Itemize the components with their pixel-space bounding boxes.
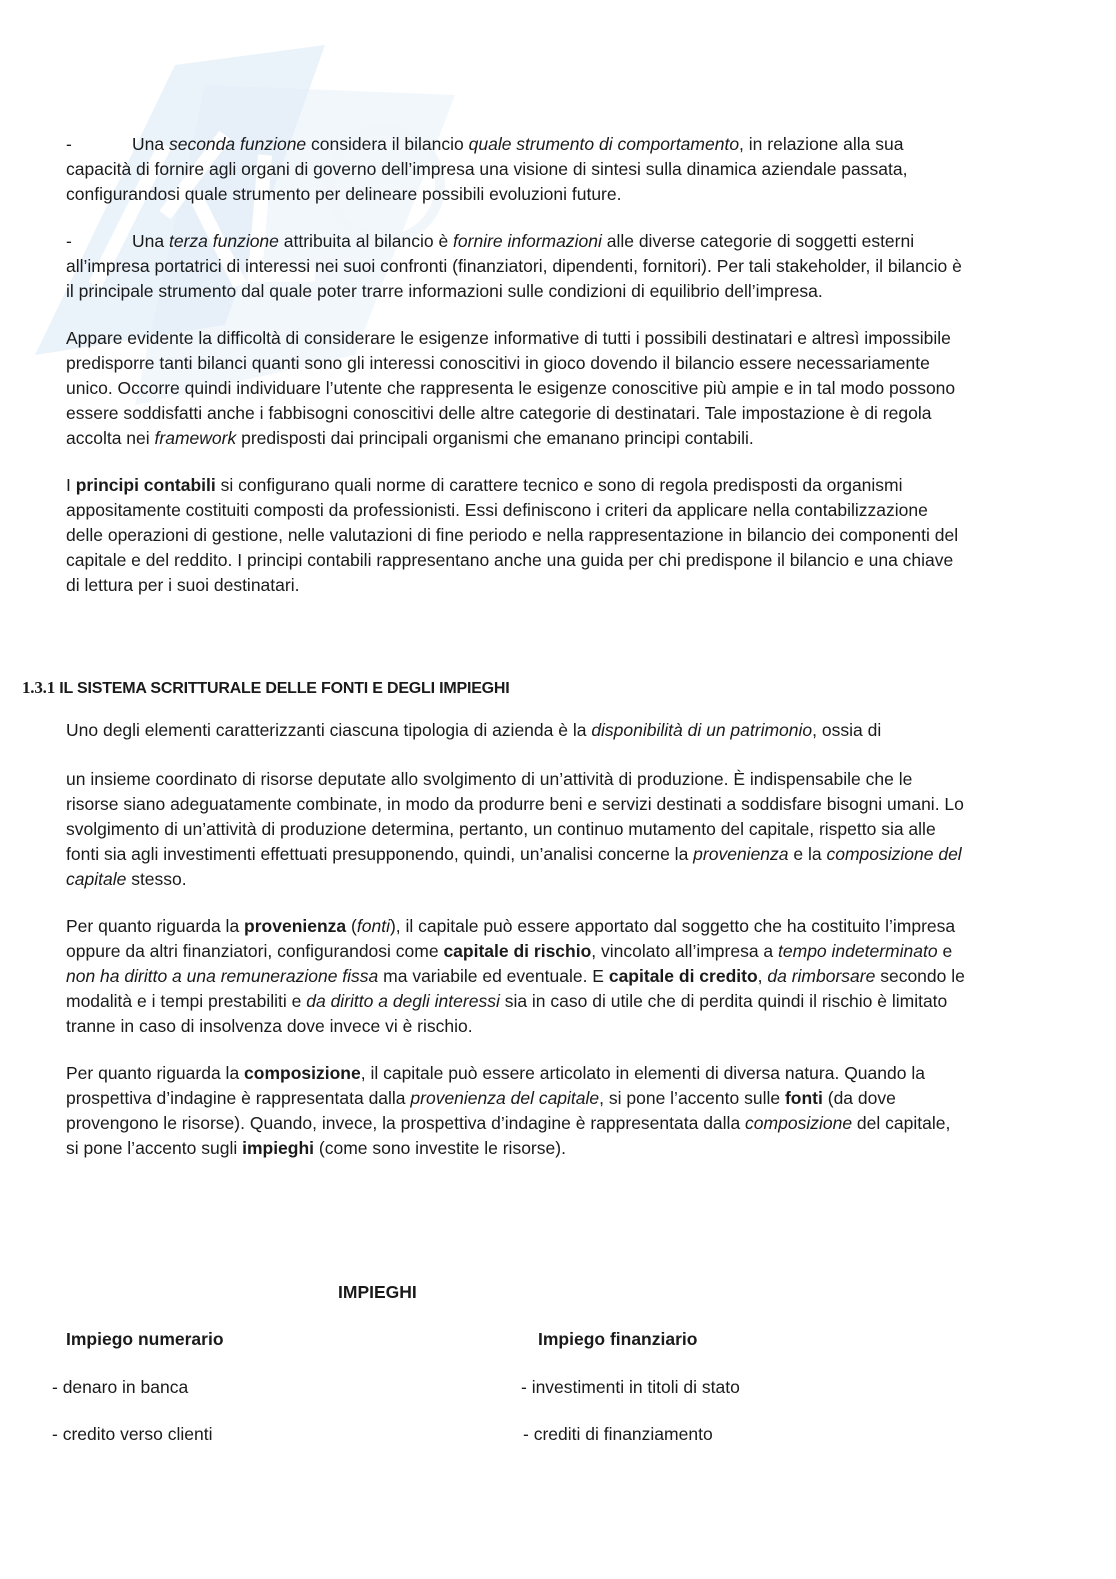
column-header-left: Impiego numerario: [66, 1329, 224, 1349]
bold-run: principi contabili: [75, 475, 216, 495]
italic-run: terza funzione: [168, 231, 279, 251]
bold-run: capitale di credito: [608, 966, 758, 986]
text-run: (: [346, 916, 357, 936]
paragraph-patrimony-intro: [66, 718, 966, 743]
text-run: Appare evidente la difficoltà di considerare le esigenze informative di tutti i possibili destinatari e altresì impossibile predisporre tanti bilanci quanti sono gli interessi conoscitivi in gioco dovendo il bilancio essere necessariamente unico. Occorre quindi individuare l’utente che rappresenta le esigenze conoscitive più ampie e in tal modo possono essere soddisfatti anche i fabbisogni conoscitivi delle altre categorie di destinatari. Tale impostazione è di regola accolta nei: [66, 328, 956, 448]
table-title: IMPIEGHI: [338, 1282, 417, 1302]
bullet-dash: -: [66, 231, 72, 251]
bold-run: impieghi: [242, 1138, 315, 1158]
text-run: stesso.: [126, 869, 187, 889]
bold-run: capitale di rischio: [443, 941, 592, 961]
text-run: attribuita al bilancio è: [278, 231, 454, 251]
text-run: sia in caso di utile che di perdita quindi il rischio è limitato tranne in caso di insolvenza dove invece vi è rischio.: [66, 991, 948, 1036]
text-run: , vincolato all’impresa a: [591, 941, 779, 961]
text-run: Una: [132, 134, 169, 154]
text-run: ), il capitale può essere apportato dal soggetto che ha costituito l’impresa oppure da altri finanziatori, configurandosi come: [66, 916, 956, 961]
italic-run: non ha diritto a una remunerazione fissa: [66, 966, 379, 986]
text-run: , ossia di: [812, 720, 882, 740]
text-run: , in relazione alla sua capacità di fornire agli organi di governo dell’impresa una visione di sintesi sulla dinamica aziendale passata, configurandosi quale strumento per delineare possibili evoluzioni future.: [66, 134, 908, 204]
text-run: Una: [132, 231, 169, 251]
text-run: ma variabile ed eventuale. E: [378, 966, 609, 986]
italic-run: provenienza: [693, 844, 789, 864]
italic-run: da diritto a degli interessi: [306, 991, 500, 1011]
italic-run: provenienza del capitale: [410, 1088, 600, 1108]
section-number: 1.3.1: [22, 678, 56, 697]
paragraph-accounting-principles: [66, 473, 966, 598]
text-run: un insieme coordinato di risorse deputate allo svolgimento di un’attività di produzione. È indispensabile che le risorse siano adeguatamente combinate, in modo da produrre beni e servizi destinati a soddisfare bisogni umani. Lo svolgimento di un’attività di produzione determina, pertanto, un continuo mutamento del capitale, rispetto sia alle fonti sia agli investimenti effettuati presupponendo, quindi, un’analisi concerne la: [66, 769, 964, 864]
list-item: - investimenti in titoli di stato: [521, 1377, 740, 1397]
text-run: Uno degli elementi caratterizzanti ciascuna tipologia di azienda è la: [66, 720, 592, 740]
italic-run: quale strumento di comportamento: [468, 134, 740, 154]
section-heading: [22, 675, 922, 701]
text-run: I: [66, 475, 76, 495]
text-run: del capitale, si pone l’accento sugli: [66, 1113, 951, 1158]
text-run: predisposti dai principali organismi che emanano principi contabili.: [236, 428, 754, 448]
paragraph-patrimony-definition: [66, 767, 966, 892]
text-run: Per quanto riguarda la: [66, 916, 245, 936]
italic-run: tempo indeterminato: [778, 941, 938, 961]
section-title: IL SISTEMA SCRITTURALE DELLE FONTI E DEGLI IMPIEGHI: [59, 680, 510, 697]
section-body: [66, 718, 966, 1183]
text-run: e la: [788, 844, 827, 864]
bold-run: fonti: [784, 1088, 823, 1108]
text-run: secondo le modalità e i tempi prestabiliti e: [66, 966, 965, 1011]
text-run: Per quanto riguarda la: [66, 1063, 245, 1083]
italic-run: framework: [154, 428, 237, 448]
bullet-paragraph-third-function: [66, 229, 966, 304]
column-header-right: Impiego finanziario: [538, 1329, 698, 1349]
bold-run: composizione: [244, 1063, 361, 1083]
text-run: (da dove provengono le risorse). Quando, invece, la prospettiva d’indagine è rappresentata dalla: [66, 1088, 896, 1133]
bold-run: provenienza: [244, 916, 347, 936]
italic-run: fonti: [356, 916, 390, 936]
text-run: , si pone l’accento sulle: [599, 1088, 785, 1108]
paragraph-information-needs: [66, 326, 966, 451]
paragraph-composition: [66, 1061, 966, 1161]
italic-run: fornire informazioni: [453, 231, 602, 251]
list-item: - crediti di finanziamento: [523, 1424, 713, 1444]
text-run: (come sono investite le risorse).: [314, 1138, 566, 1158]
text-run: , il capitale può essere articolato in elementi di diversa natura. Quando la prospettiva d’indagine è rappresentata dalla: [66, 1063, 925, 1108]
text-run: considera il bilancio: [306, 134, 469, 154]
text-run: e: [937, 941, 953, 961]
italic-run: disponibilità di un patrimonio: [591, 720, 813, 740]
bullet-paragraph-second-function: [66, 132, 966, 207]
text-run: si configurano quali norme di carattere tecnico e sono di regola predisposti da organismi appositamente costituiti composti da professionisti. Essi definiscono i criteri da applicare nella contabilizzazione delle operazioni di gestione, nelle valutazioni di fine periodo e nella rappresentazione in bilancio dei componenti del capitale e del reddito. I principi contabili rappresentano anche una guida per chi predispone il bilancio e una chiave di lettura per i suoi destinatari.: [66, 475, 959, 595]
italic-run: composizione: [745, 1113, 853, 1133]
text-run: alle diverse categorie di soggetti esterni all’impresa portatrici di interessi nei suoi confronti (finanziatori, dipendenti, fornitori). Per tali stakeholder, il bilancio è il principale strumento dal quale poter trarre informazioni sulle condizioni di equilibrio dell’impresa.: [66, 231, 962, 301]
paragraph-provenance: [66, 914, 966, 1039]
list-item: - denaro in banca: [52, 1377, 189, 1397]
bullet-dash: -: [66, 134, 72, 154]
text-run: ,: [757, 966, 768, 986]
italic-run: da rimborsare: [767, 966, 876, 986]
italic-run: composizione del capitale: [66, 844, 962, 889]
main-text: [66, 132, 966, 620]
italic-run: seconda funzione: [168, 134, 307, 154]
list-item: - credito verso clienti: [52, 1424, 213, 1444]
